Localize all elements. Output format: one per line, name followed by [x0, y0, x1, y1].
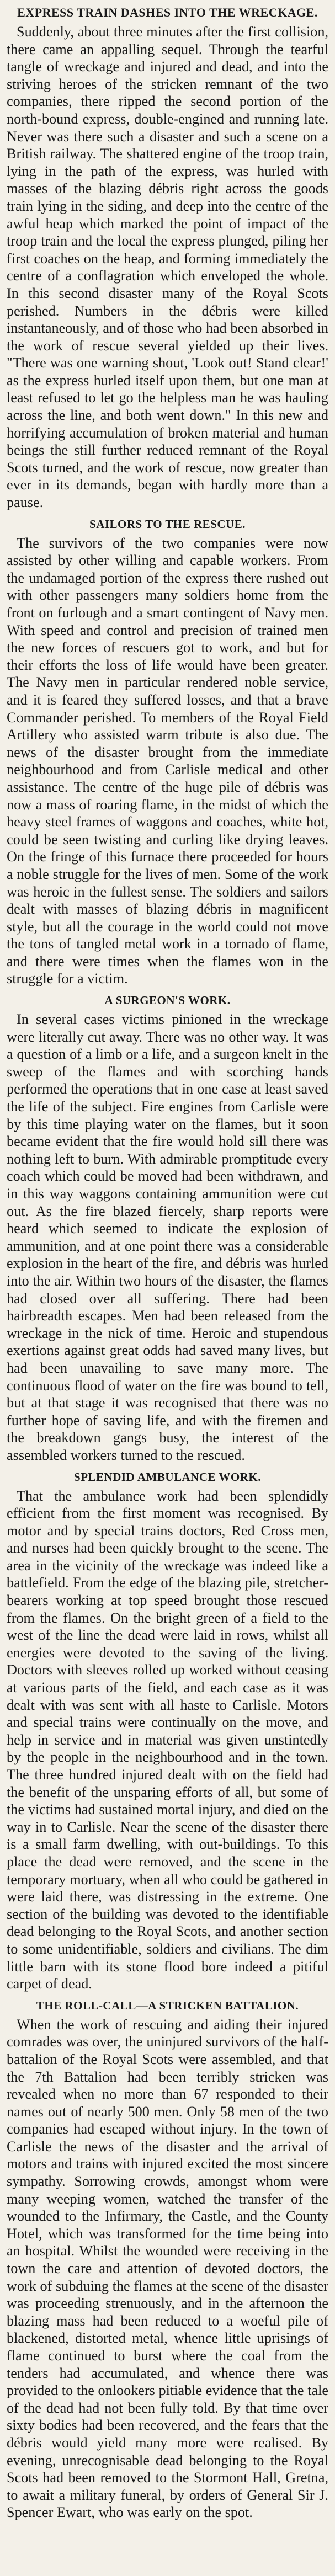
article-paragraph: That the ambulance work had been splendidly efficient from the first moment was recognised. By motor and by special trains doctors, Red Cross men, and nurses had been quickly brought to the scene. The area in the vicinity of the wreckage was indeed like a battlefield. From the edge of the blazing pile, stretcher-bearers working at top speed brought those rescued from the flames. On the bright green of a field to the west of the line the dead were laid in rows, whilst all energies were devoted to the saving of the living. Doctors with sleeves rolled up worked without ceasing at various parts of the field, and each case as it was dealt with was sent with all haste to Carlisle. Motors and special trains were continually on the move, and help in service and in material was given unstintedly by the people in the neighbourhood and in the town. The three hundred injured dealt with on the field had the benefit of the unsparing efforts of all, but some of the victims had sustained mortal injury, and died on the way in to Carlisle. Near the scene of the disaster there is a small farm dwelling, with out-buildings. To this place the dead were removed, and the scene in the temporary mortuary, when all who could be gathered in were laid there, was distressing in the extreme. One section of the building was devoted to the identifiable dead belonging to the Royal Scots, and another section to some unidentifiable, soldiers and civilians. The dim little barn with its stone flood bore indeed a pitiful carpet of dead.: [7, 1487, 328, 1992]
newspaper-column: [7, 0, 328, 2529]
section-heading: THE ROLL-CALL—A STRICKEN BATTALION.: [36, 1998, 299, 2012]
headline: EXPRESS TRAIN DASHES INTO THE WRECKAGE.: [17, 6, 318, 19]
section-heading: SPLENDID AMBULANCE WORK.: [74, 1470, 261, 1484]
section-heading: SAILORS TO THE RESCUE.: [89, 517, 246, 531]
article-section: [7, 1998, 328, 2521]
article-section: [7, 23, 328, 511]
article-section: [7, 1470, 328, 1993]
article-section: [7, 517, 328, 988]
article-section: [7, 993, 328, 1464]
article-paragraph: When the work of rescuing and aiding their injured comrades was over, the uninjured survivors of the half-battalion of the Royal Scots were assembled, and that the 7th Battalion had been terribly stricken was revealed when no more than 67 responded to their names out of nearly 500 men. Only 58 men of the two companies had escaped without injury. In the town of Carlisle the news of the disaster and the arrival of motors and trains with injured excited the most sincere sympathy. Sorrowing crowds, amongst whom were many weeping women, watched the transfer of the wounded to the Infirmary, the Castle, and the County Hotel, which was transformed for the time being into an hospital. Whilst the wounded were receiving in the town the care and attention of devoted doctors, the work of subduing the flames at the scene of the disaster was proceeding strenuously, and in the afternoon the blazing mass had been reduced to a woeful pile of blackened, distorted metal, whence little uprisings of flame continued to burst where the coal from the tenders had accumulated, and whence there was provided to the onlookers pitiable evidence that the tale of the dead had not been fully told. By that time over sixty bodies had been recovered, and the fears that the débris would yield many more were realised. By evening, unrecognisable dead belonging to the Royal Scots had been removed to the Stormont Hall, Gretna, to await a military funeral, by orders of General Sir J. Spencer Ewart, who was early on the spot.: [7, 2016, 328, 2521]
section-heading: A SURGEON'S WORK.: [104, 994, 231, 1007]
article-sections: [7, 23, 328, 2521]
article-paragraph: The survivors of the two companies were now assisted by other willing and capable workers. From the undamaged portion of the express there rushed out with other passengers many soldiers home from the front on furlough and a smart contingent of Navy men. With speed and control and precision of trained men the new forces of rescuers got to work, and but for their efforts the loss of life would have been greater. The Navy men in particular rendered noble service, and it is feared they suffered losses, and that a brave Commander perished. To members of the Royal Field Artillery who assisted warm tribute is also due. The news of the disaster brought from the immediate neighbourhood and from Carlisle medical and other assistance. The centre of the huge pile of débris was now a mass of roaring flame, in the midst of which the heavy steel frames of waggons and coaches, white hot, could be seen twisting and curling like drying leaves. On the fringe of this furnace there proceeded for hours a noble struggle for the lives of men. Some of the work was heroic in the fullest sense. The soldiers and sailors dealt with masses of blazing débris in magnificent style, but all the courage in the world could not move the tons of tangled metal work in a tornado of flame, and there were times when the flames won in the struggle for a victim.: [7, 535, 328, 987]
article-paragraph: In several cases victims pinioned in the wreckage were literally cut away. There was no other way. It was a question of a limb or a life, and a surgeon knelt in the sweep of the flames and with scorching hands performed the operations that in one case at least saved the life of the subject. Fire engines from Carlisle were by this time playing water on the flames, but it soon became evident that the fire would hold sill there was nothing left to burn. With admirable promptitude every coach which could be moved had been withdrawn, and in this way waggons containing ammunition were cut out. As the fire blazed fiercely, sharp reports were heard which seemed to indicate the explosion of ammunition, and at one point there was a considerable explosion in the heart of the fire, and débris was hurled into the air. Within two hours of the disaster, the flames had closed over all suffering. There had been hairbreadth escapes. Men had been released from the wreckage in the nick of time. Heroic and stupendous exertions against great odds had saved many lives, but had been unavailing to save many more. The continuous flood of water on the fire was bound to tell, but at that stage it was recognised that there was no further hope of saving life, and with the firemen and the breakdown gangs busy, the interest of the assembled workers turned to the rescued.: [7, 1011, 328, 1463]
article-paragraph: Suddenly, about three minutes after the first collision, there came an appalling sequel. Through the tearful tangle of wreckage and injured and dead, and into the striving heroes of the stricken remnant of the two companies, there ripped the second portion of the north-bound express, double-engined and running late. Never was there such a disaster and such a scene on a British railway. The shattered engine of the troop train, lying in the path of the express, was hurled with masses of the blazing débris right across the goods train lying in the siding, and deep into the centre of the awful heap which marked the point of impact of the troop train and the local the express plunged, piling her first coaches on the heap, and forming immediately the centre of a conflagration which enveloped the whole. In this second disaster many of the Royal Scots perished. Numbers in the débris were killed instantaneously, and of those who had been absorbed in the work of rescue several yielded up their lives. "There was one warning shout, 'Look out! Stand clear!' as the express hurled itself upon them, but one man at least refused to let go the helpless man he was hauling across the line, and both went down." In this new and horrifying accumulation of broken material and human beings the still further reduced remnant of the Royal Scots turned, and the work of rescue, now greater than ever in its demands, began with hardly more than a pause.: [7, 24, 328, 511]
